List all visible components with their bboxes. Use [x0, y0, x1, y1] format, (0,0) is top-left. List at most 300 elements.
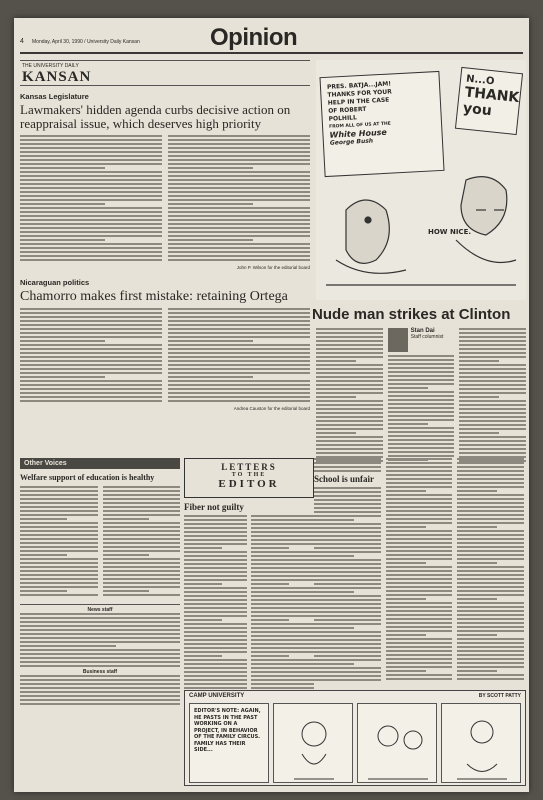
text-line: [388, 439, 455, 441]
text-line: [184, 551, 247, 553]
text-line: [314, 571, 381, 573]
text-line: [251, 583, 289, 585]
text-line: [184, 515, 247, 517]
text-line: [386, 658, 453, 660]
text-line: [388, 375, 455, 377]
text-line: [459, 444, 526, 446]
text-line: [184, 647, 247, 649]
text-line: [459, 368, 526, 370]
text-line: [457, 470, 524, 472]
text-line: [388, 451, 455, 453]
text-line: [20, 356, 162, 358]
text-line: [459, 384, 526, 386]
text-line: [20, 143, 162, 145]
text-line: [251, 635, 314, 637]
column-col-b-text: [388, 355, 455, 461]
text-line: [184, 575, 247, 577]
text-line: [459, 420, 526, 422]
text-line: [314, 531, 381, 533]
text-line: [386, 574, 453, 576]
text-line: [20, 163, 162, 165]
text-line: [457, 582, 524, 584]
text-line: [184, 595, 247, 597]
text-line: [184, 527, 247, 529]
text-line: [314, 547, 381, 549]
text-line: [314, 671, 381, 673]
text-line: [103, 578, 181, 580]
text-line: [457, 638, 524, 640]
text-line: [168, 223, 310, 225]
text-line: [316, 424, 383, 426]
text-line: [386, 674, 453, 676]
text-line: [20, 368, 162, 370]
text-line: [388, 383, 455, 385]
text-line: [457, 466, 524, 468]
text-line: [251, 655, 289, 657]
text-line: [251, 559, 314, 561]
text-line: [168, 203, 253, 205]
school-col-b: [386, 458, 453, 683]
text-line: [316, 328, 383, 330]
text-line: [20, 586, 98, 588]
letters-logo-line2: TO THE: [231, 472, 267, 478]
text-line: [316, 452, 383, 454]
kansan-logo: [20, 60, 310, 86]
text-line: [457, 558, 524, 560]
text-line: [457, 474, 524, 476]
text-line: [314, 543, 381, 545]
text-line: [184, 651, 247, 653]
text-line: [314, 667, 381, 669]
text-line: [20, 159, 162, 161]
text-line: [314, 470, 381, 472]
text-line: [251, 527, 314, 529]
text-line: [20, 542, 98, 544]
text-line: [184, 603, 247, 605]
text-line: [20, 691, 180, 693]
text-line: [314, 659, 381, 661]
text-line: [168, 191, 310, 193]
letters-logo: [184, 458, 314, 498]
text-line: [251, 607, 314, 609]
text-line: [459, 328, 526, 330]
text-line: [316, 404, 383, 406]
text-line: [20, 558, 98, 560]
text-line: [314, 651, 381, 653]
text-line: [314, 523, 381, 525]
text-line: [457, 678, 524, 680]
text-line: [184, 519, 247, 521]
text-line: [388, 379, 455, 381]
author-role: Staff columnist: [410, 334, 444, 340]
text-line: [457, 578, 524, 580]
text-line: [457, 478, 524, 480]
text-line: [20, 396, 162, 398]
text-line: [459, 396, 499, 398]
sign-line: HELP IN THE CASE: [327, 96, 390, 107]
text-line: [20, 135, 162, 137]
text-line: [103, 514, 181, 516]
text-line: [314, 519, 354, 521]
text-line: [20, 151, 162, 153]
editorial2-col-b: [168, 308, 310, 404]
text-line: [103, 498, 181, 500]
text-line: [20, 629, 180, 631]
text-line: [457, 518, 524, 520]
text-line: [251, 519, 314, 521]
text-line: [457, 618, 524, 620]
text-line: [316, 336, 383, 338]
text-line: [168, 259, 310, 261]
text-line: [314, 619, 381, 621]
text-line: [457, 494, 524, 496]
text-line: [251, 547, 289, 549]
text-line: [316, 364, 383, 366]
text-line: [168, 183, 310, 185]
text-line: [251, 531, 314, 533]
text-line: [314, 551, 381, 553]
comic-panel-1-caption: EDITOR'S NOTE: AGAIN, HE PASTS IN THE PAST WORKING ON A PROJECT, IN BEHAVIOR OF THE FAMILY CIRCUS. FAMILY HAS THEIR SIDE...: [194, 708, 261, 753]
text-line: [184, 547, 222, 549]
text-line: [459, 404, 526, 406]
editorial2-col-a: [20, 308, 162, 404]
text-line: [20, 364, 162, 366]
text-line: [388, 359, 455, 361]
letters-logo-line3: EDITOR: [218, 478, 280, 490]
text-line: [459, 376, 526, 378]
text-line: [386, 510, 453, 512]
text-line: [168, 328, 310, 330]
text-line: [168, 388, 310, 390]
text-line: [386, 514, 453, 516]
text-line: [386, 626, 453, 628]
text-line: [20, 514, 98, 516]
text-line: [103, 494, 181, 496]
text-line: [314, 675, 381, 677]
text-line: [314, 462, 381, 464]
text-line: [314, 575, 381, 577]
text-line: [184, 555, 247, 557]
text-line: [388, 391, 455, 393]
text-line: [20, 574, 98, 576]
text-line: [386, 650, 453, 652]
text-line: [314, 643, 381, 645]
text-line: [168, 332, 310, 334]
text-line: [316, 368, 383, 370]
text-line: [20, 376, 105, 378]
business-staff-list: [20, 675, 180, 705]
text-line: [314, 539, 381, 541]
text-line: [388, 435, 455, 437]
text-line: [20, 219, 162, 221]
text-line: [103, 486, 181, 488]
text-line: [168, 384, 310, 386]
text-line: [314, 603, 381, 605]
text-line: [386, 610, 453, 612]
text-line: [316, 428, 383, 430]
text-line: [457, 546, 524, 548]
text-line: [20, 247, 162, 249]
text-line: [314, 655, 381, 657]
text-line: [386, 582, 453, 584]
text-line: [20, 227, 162, 229]
text-line: [314, 555, 354, 557]
text-line: [20, 223, 162, 225]
text-line: [386, 482, 453, 484]
text-line: [184, 563, 247, 565]
column-col-c: [459, 328, 526, 464]
text-line: [386, 506, 453, 508]
text-line: [20, 328, 162, 330]
sign-line: White House: [329, 127, 388, 140]
text-line: [20, 661, 180, 663]
text-line: [251, 687, 314, 689]
text-line: [103, 558, 181, 560]
text-line: [184, 671, 247, 673]
text-line: [251, 515, 314, 517]
text-line: [251, 543, 314, 545]
text-line: [20, 498, 98, 500]
text-line: [168, 344, 310, 346]
text-line: [184, 683, 247, 685]
text-line: [168, 143, 310, 145]
text-line: [184, 679, 247, 681]
text-line: [314, 627, 354, 629]
other-voices-label: Other Voices: [20, 458, 180, 469]
text-line: [168, 151, 310, 153]
text-line: [168, 356, 310, 358]
text-line: [314, 515, 381, 517]
text-line: [20, 259, 162, 261]
text-line: [103, 510, 181, 512]
comic-byline: BY SCOTT PATTY: [478, 693, 521, 699]
text-line: [388, 455, 455, 457]
text-line: [20, 312, 162, 314]
text-line: [457, 566, 524, 568]
text-line: [386, 630, 453, 632]
text-line: [459, 412, 526, 414]
text-line: [184, 635, 247, 637]
text-line: [184, 615, 247, 617]
column-body: [316, 328, 526, 464]
text-line: [388, 423, 428, 425]
text-line: [457, 514, 524, 516]
text-line: [316, 356, 383, 358]
text-line: [386, 654, 453, 656]
text-line: [20, 695, 180, 697]
editorial2-signature: Andrea Causton for the editorial board: [233, 406, 310, 411]
sign-line: THANKS FOR YOUR: [327, 88, 393, 99]
text-line: [20, 494, 98, 496]
text-line: [457, 458, 524, 460]
text-line: [251, 647, 314, 649]
text-line: [457, 550, 524, 552]
text-line: [20, 550, 98, 552]
text-line: [457, 526, 497, 528]
author-name: Stan Dai: [410, 328, 435, 334]
text-line: [316, 436, 383, 438]
text-line: [314, 599, 381, 601]
text-line: [20, 554, 67, 556]
text-line: [20, 344, 162, 346]
text-line: [20, 675, 180, 677]
text-line: [386, 666, 453, 668]
text-line: [168, 368, 310, 370]
text-line: [316, 420, 383, 422]
text-line: [386, 462, 453, 464]
text-line: [459, 448, 526, 450]
text-line: [457, 662, 524, 664]
text-line: [184, 611, 247, 613]
text-line: [314, 499, 381, 501]
text-line: [314, 511, 381, 513]
text-line: [251, 671, 314, 673]
text-line: [386, 518, 453, 520]
column-headline: Nude man strikes at Clinton: [312, 306, 511, 323]
text-line: [20, 486, 98, 488]
text-line: [314, 635, 381, 637]
text-line: [314, 527, 381, 529]
text-line: [459, 428, 526, 430]
text-line: [168, 376, 253, 378]
text-line: [20, 538, 98, 540]
cartoon-drawing: [316, 60, 526, 300]
text-line: [20, 578, 98, 580]
dateline: Monday, April 30, 1990 / University Daily Kansan: [32, 39, 140, 45]
text-line: [316, 372, 383, 374]
text-line: [184, 659, 247, 661]
newspaper-page: [14, 18, 529, 792]
text-line: [20, 637, 180, 639]
text-line: [314, 611, 381, 613]
text-line: [386, 618, 453, 620]
text-line: [251, 587, 314, 589]
column-col-b: [388, 328, 455, 464]
text-line: [314, 639, 381, 641]
text-line: [251, 599, 314, 601]
text-line: [168, 227, 310, 229]
text-line: [316, 392, 383, 394]
text-line: [314, 587, 381, 589]
text-line: [103, 566, 181, 568]
text-line: [20, 490, 98, 492]
text-line: [103, 490, 181, 492]
text-line: [457, 498, 524, 500]
text-line: [386, 530, 453, 532]
text-line: [184, 631, 247, 633]
text-line: [388, 411, 455, 413]
text-line: [20, 546, 98, 548]
text-line: [20, 231, 162, 233]
text-line: [184, 543, 247, 545]
text-line: [457, 554, 524, 556]
sign-line: George Bush: [329, 137, 374, 147]
text-line: [20, 207, 162, 209]
editorial1-col-b: [168, 135, 310, 263]
text-line: [386, 634, 426, 636]
text-line: [168, 211, 310, 213]
text-line: [251, 651, 314, 653]
text-line: [168, 199, 310, 201]
text-line: [457, 486, 524, 488]
text-line: [251, 575, 314, 577]
text-line: [316, 448, 383, 450]
text-line: [457, 482, 524, 484]
comic-title: CAMP UNIVERSITY: [189, 693, 245, 699]
text-line: [386, 498, 453, 500]
text-line: [457, 606, 524, 608]
text-line: [20, 653, 180, 655]
text-line: [386, 662, 453, 664]
text-line: [316, 352, 383, 354]
text-line: [184, 567, 247, 569]
editorial2-headline: Chamorro makes first mistake: retaining Ortega: [20, 289, 288, 304]
text-line: [168, 364, 310, 366]
text-line: [314, 591, 354, 593]
text-line: [459, 364, 526, 366]
text-line: [459, 336, 526, 338]
text-line: [386, 554, 453, 556]
text-line: [386, 486, 453, 488]
text-line: [184, 587, 247, 589]
text-line: [459, 380, 526, 382]
text-line: [314, 567, 381, 569]
text-line: [316, 400, 383, 402]
text-line: [20, 195, 162, 197]
footnote: [20, 758, 180, 760]
text-line: [316, 380, 383, 382]
business-staff-title: Business staff: [82, 669, 118, 675]
text-line: [457, 594, 524, 596]
text-line: [20, 147, 162, 149]
text-line: [184, 643, 247, 645]
text-line: [20, 215, 162, 217]
text-line: [20, 320, 162, 322]
text-line: [168, 179, 310, 181]
text-line: [459, 392, 526, 394]
text-line: [168, 312, 310, 314]
text-line: [314, 563, 381, 565]
text-line: [388, 415, 455, 417]
text-line: [386, 474, 453, 476]
text-line: [386, 562, 426, 564]
text-line: [386, 494, 453, 496]
text-line: [386, 542, 453, 544]
text-line: [386, 614, 453, 616]
text-line: [20, 308, 162, 310]
text-line: [184, 675, 247, 677]
text-line: [251, 551, 314, 553]
text-line: [103, 562, 181, 564]
text-line: [20, 703, 180, 705]
text-line: [251, 535, 314, 537]
text-line: [20, 687, 180, 689]
text-line: [316, 384, 383, 386]
text-line: [168, 235, 310, 237]
text-line: [20, 679, 180, 681]
text-line: [457, 562, 497, 564]
text-line: [316, 344, 383, 346]
text-line: [386, 570, 453, 572]
editorial1-col-a: [20, 135, 162, 263]
text-line: [457, 538, 524, 540]
text-line: [20, 372, 162, 374]
text-line: [20, 332, 162, 334]
text-line: [457, 658, 524, 660]
text-line: [184, 583, 222, 585]
text-line: [457, 646, 524, 648]
text-line: [386, 642, 453, 644]
